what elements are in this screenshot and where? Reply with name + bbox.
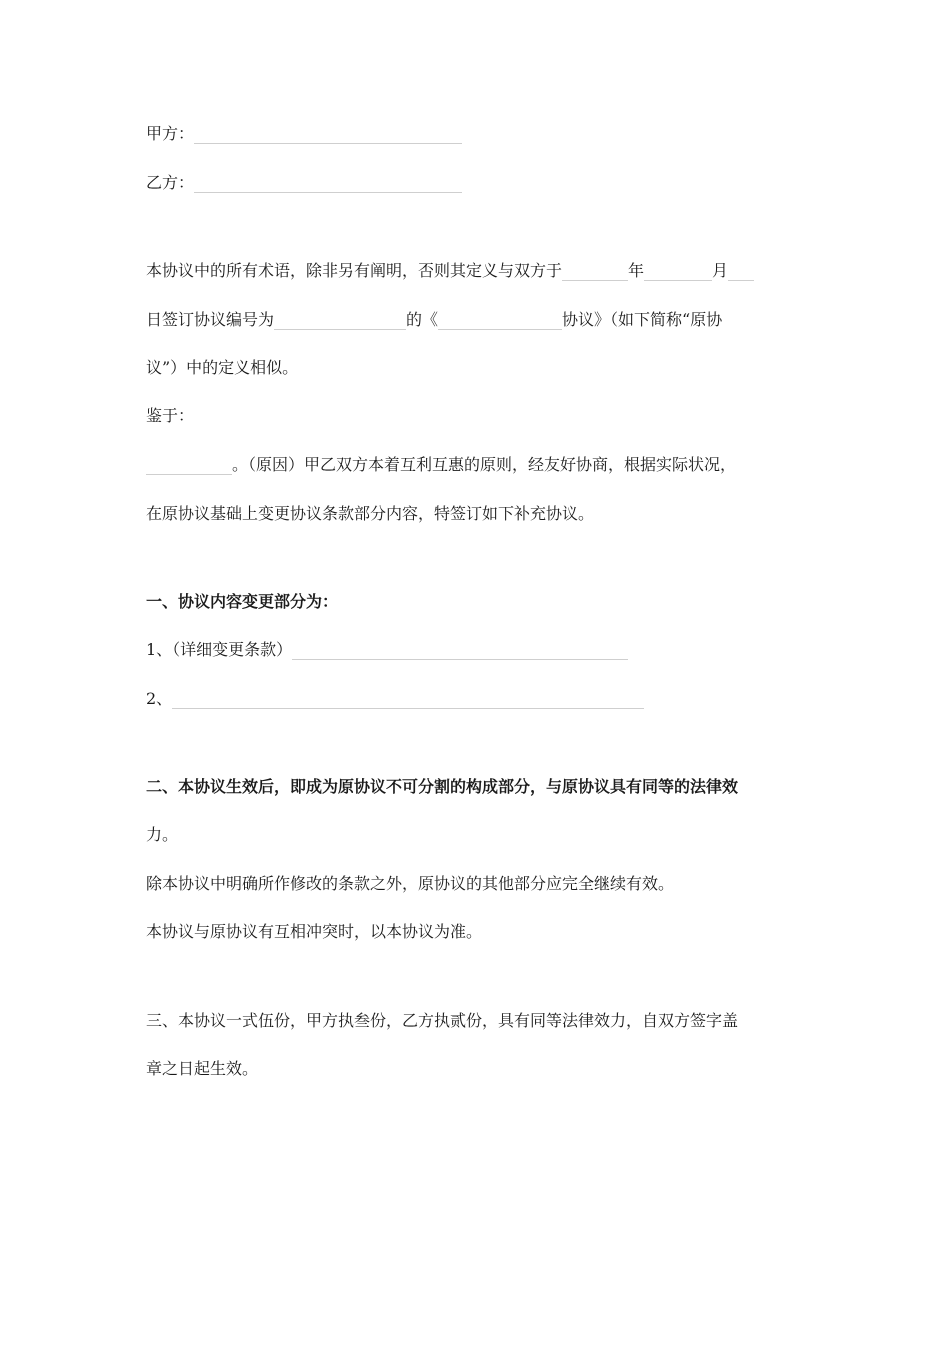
month-blank[interactable]: [644, 263, 712, 281]
month-label: 月: [712, 261, 729, 280]
whereas-text-1: 。（原因）甲乙双方本着互利互惠的原则，经友好协商，根据实际状况，: [232, 455, 737, 474]
item-2-blank[interactable]: [172, 691, 644, 709]
intro-line-3: 议”）中的定义相似。: [146, 358, 299, 377]
reason-blank[interactable]: [146, 457, 232, 475]
party-a-blank[interactable]: [194, 126, 462, 144]
intro-agreement-text: 协议》（如下简称“原协: [562, 310, 723, 329]
item-1-label: 1、（详细变更条款）: [146, 640, 293, 659]
intro-text-1: 本协议中的所有术语，除非另有阐明，否则其定义与双方于: [146, 261, 563, 280]
item-2-label: 2、: [146, 689, 173, 708]
item-1-blank[interactable]: [292, 642, 628, 660]
year-label: 年: [628, 261, 645, 280]
party-b-line: [146, 173, 462, 193]
section-3-line-1: 三、本协议一式伍份，甲方执叁份，乙方执贰份，具有同等法律效力，自双方签字盖: [146, 1011, 739, 1030]
section-2-line-1: [146, 777, 738, 797]
whereas-line-1: [146, 455, 736, 475]
intro-of-text: 的《: [406, 310, 439, 329]
whereas-label: 鉴于：: [146, 406, 195, 425]
party-b-label: 乙方：: [146, 173, 195, 192]
section-1-item-1: [146, 640, 628, 660]
year-blank[interactable]: [562, 263, 628, 281]
agreement-name-blank[interactable]: [438, 312, 562, 330]
section-2-para-2: 除本协议中明确所作修改的条款之外，原协议的其他部分应完全继续有效。: [146, 874, 675, 893]
section-3-line-2: 章之日起生效。: [146, 1059, 259, 1078]
intro-text-2: 日签订协议编号为: [146, 310, 275, 329]
section-2-line-1-text: 二、本协议生效后，即成为原协议不可分割的构成部分，与原协议具有同等的法律效: [146, 777, 739, 796]
intro-line-2: [146, 310, 722, 330]
party-a-label: 甲方：: [146, 124, 195, 143]
section-1-item-2: [146, 689, 644, 709]
party-b-blank[interactable]: [194, 175, 462, 193]
agreement-number-blank[interactable]: [274, 312, 406, 330]
intro-line-1: [146, 261, 754, 281]
party-a-line: [146, 124, 462, 144]
section-1-heading: 一、协议内容变更部分为：: [146, 592, 339, 611]
day-blank[interactable]: [728, 263, 754, 281]
section-2-line-2: 力。: [146, 825, 179, 844]
section-2-para-3: 本协议与原协议有互相冲突时，以本协议为准。: [146, 922, 483, 941]
whereas-line-2: 在原协议基础上变更协议条款部分内容，特签订如下补充协议。: [146, 504, 595, 523]
